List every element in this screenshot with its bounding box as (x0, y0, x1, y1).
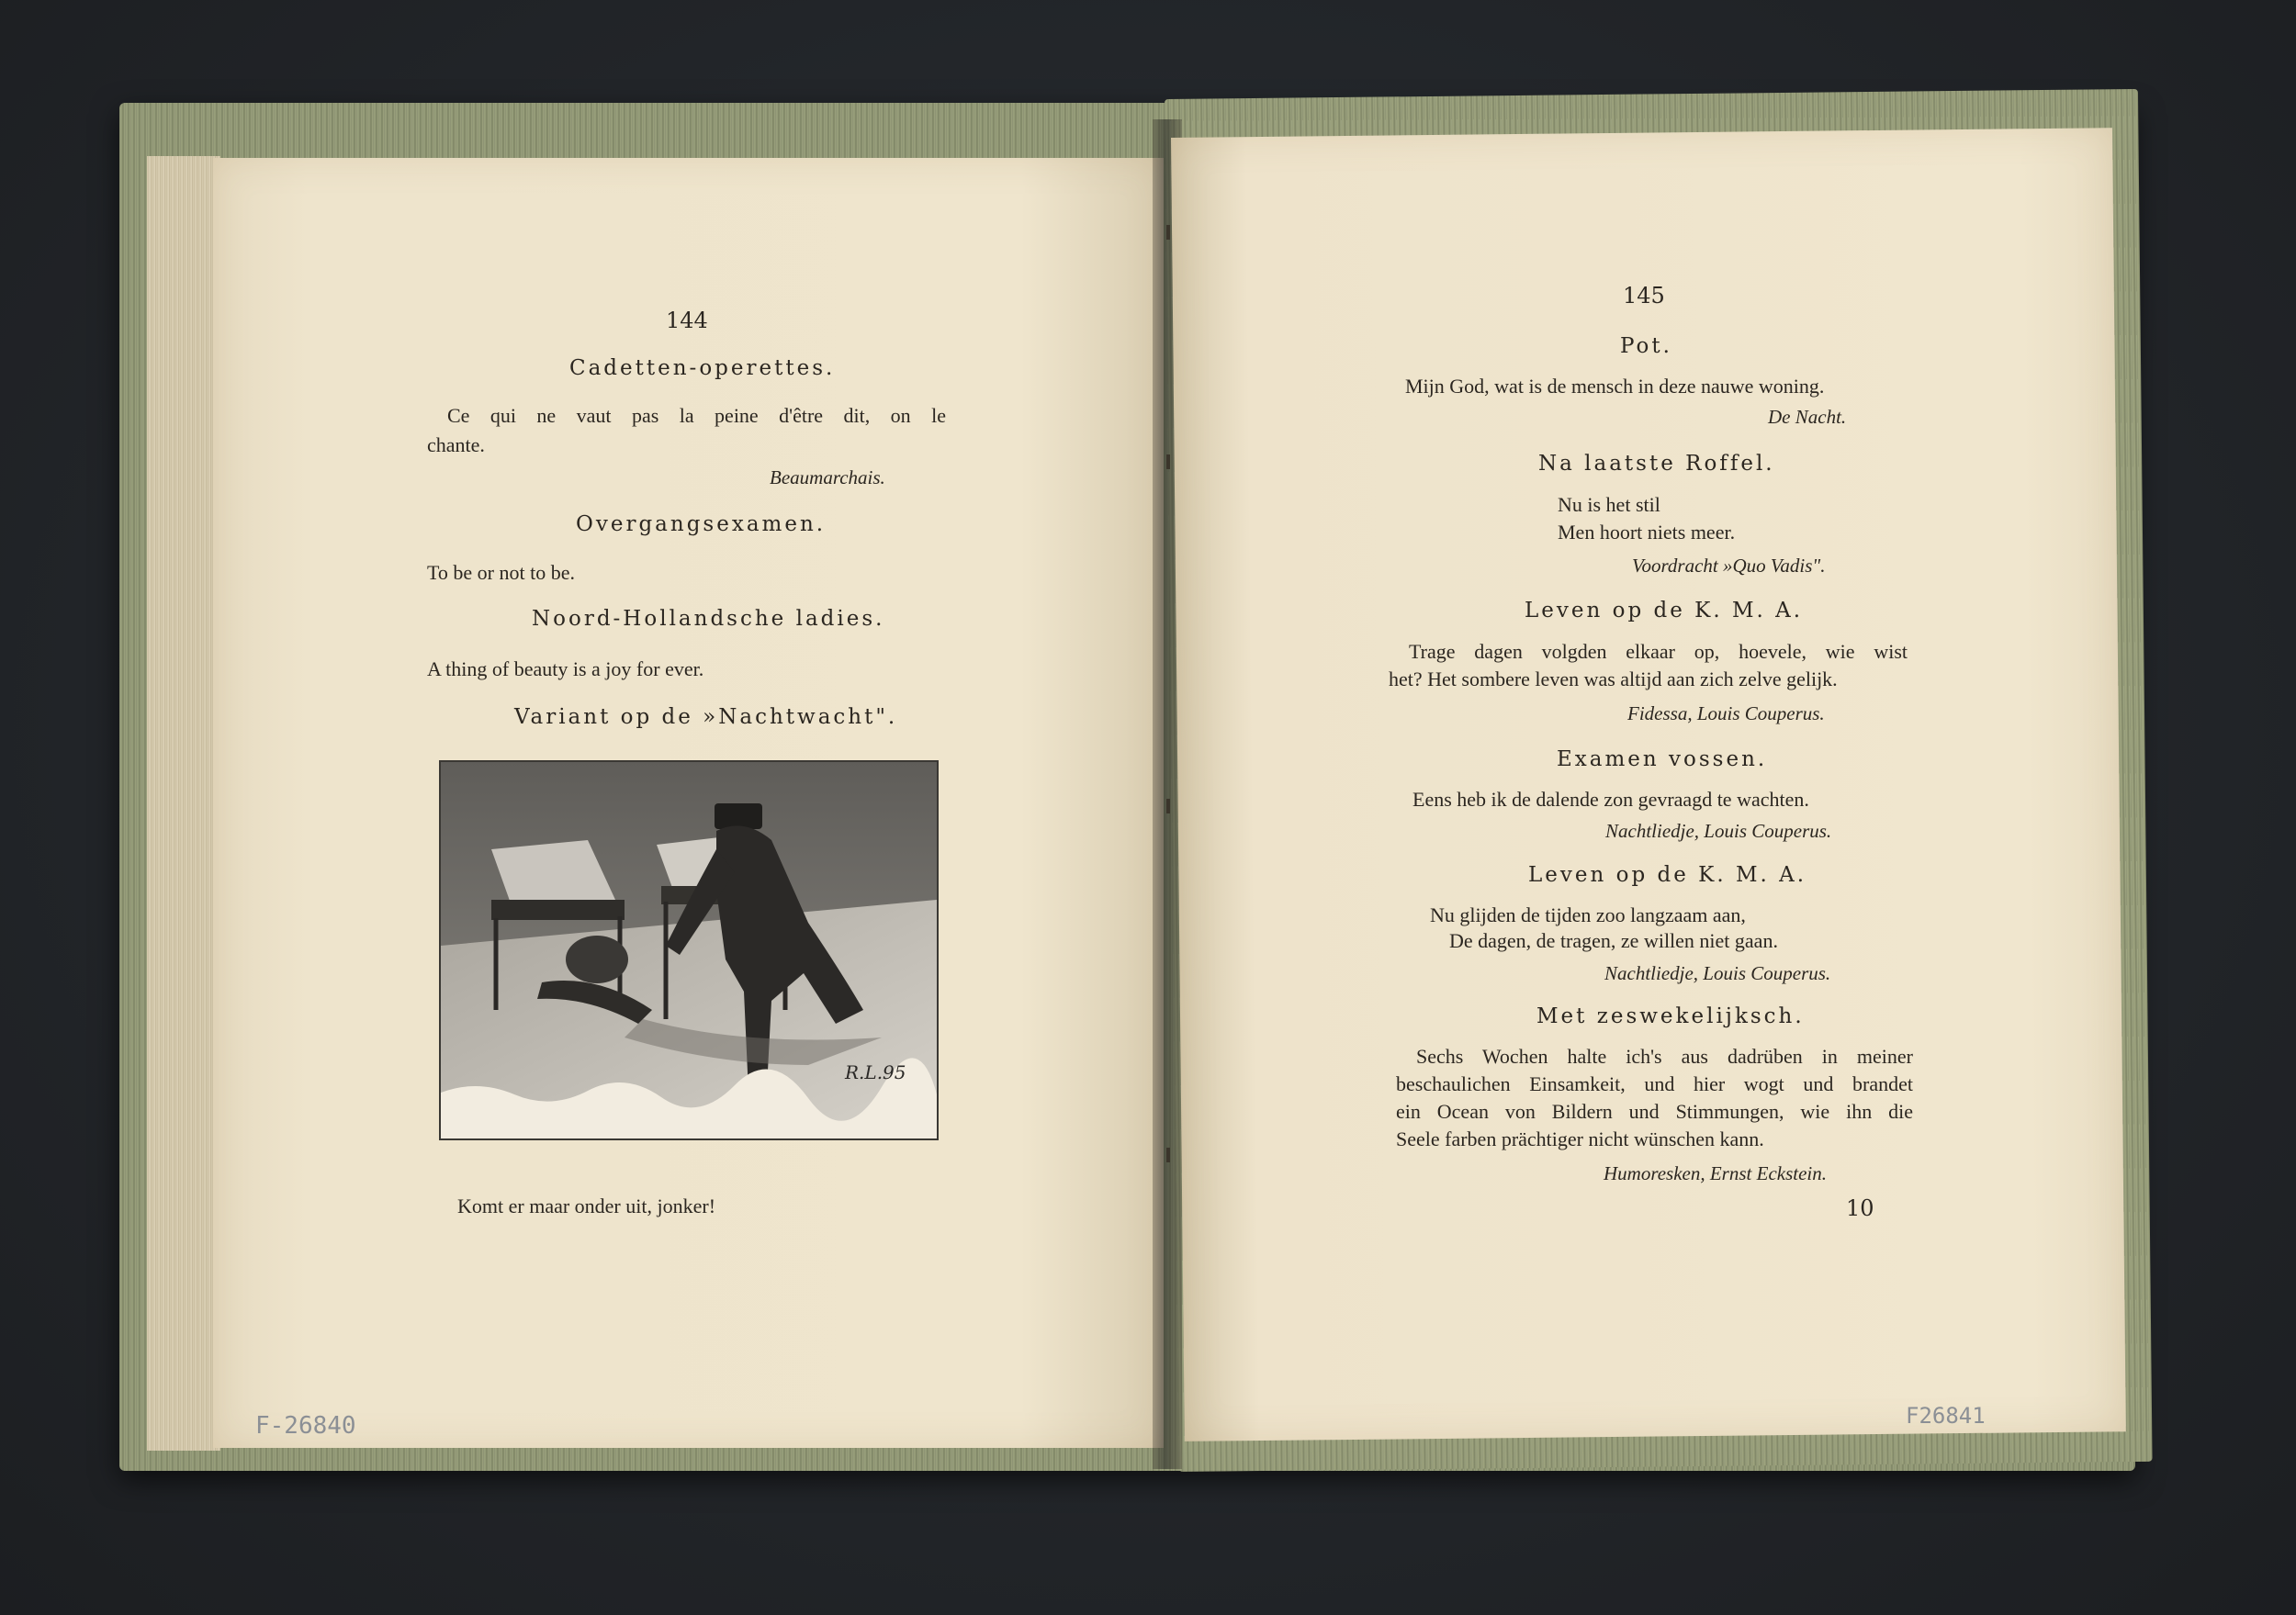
binding-stitch (1166, 454, 1170, 469)
entry-line: Nu glijden de tijden zoo langzaam aan, (1430, 903, 1746, 926)
entry-attribution: Fidessa, Louis Couperus. (1627, 702, 1825, 724)
entry-line: Seele farben prächtiger nicht wünschen kann. (1396, 1127, 1764, 1150)
binding-stitch (1166, 1148, 1170, 1162)
entry-line: Men hoort niets meer. (1558, 521, 1736, 544)
entry-attribution: Nachtliedje, Louis Couperus. (1604, 962, 1831, 984)
entry-line: het? Het sombere leven was altijd aan zich zelve gelijk. (1389, 667, 1838, 690)
engraving-beds-figures-icon (441, 762, 937, 1138)
entry-title: Noord-Hollandsche ladies. (532, 607, 885, 631)
binding-stitch (1166, 799, 1170, 813)
page-edges (147, 156, 220, 1451)
entry-line: Nu is het stil (1558, 493, 1660, 516)
entry-line: Sechs Wochen halte ich's aus dadrüben in meiner (1416, 1045, 1913, 1068)
entry-line: ein Ocean von Bildern und Stimmungen, wie ihn die (1396, 1100, 1913, 1123)
entry-line: De dagen, de tragen, ze willen niet gaan. (1449, 929, 1778, 952)
right-page (1171, 128, 2126, 1441)
illustration-signature: R.L.95 (845, 1061, 906, 1083)
entry-title: Leven op de K. M. A. (1528, 863, 1807, 887)
entry-line: Ce qui ne vaut pas la peine d'être dit, on le (447, 404, 946, 427)
archive-stamp-left: F-26840 (255, 1412, 356, 1440)
entry-title: Met zeswekelijksch. (1536, 1004, 1805, 1028)
entry-title: Cadetten-operettes. (569, 356, 836, 380)
illustration-caption: Komt er maar onder uit, jonker! (457, 1194, 716, 1217)
entry-title: Examen vossen. (1557, 747, 1768, 771)
signature-mark: 10 (1846, 1195, 1874, 1221)
entry-line: Trage dagen volgden elkaar op, hoevele, wie wist (1409, 640, 1908, 663)
entry-attribution: Nachtliedje, Louis Couperus. (1605, 820, 1832, 842)
entry-title: Leven op de K. M. A. (1525, 599, 1804, 622)
entry-line: To be or not to be. (427, 561, 575, 584)
left-page-number: 144 (666, 308, 708, 333)
entry-title: Na laatste Roffel. (1538, 452, 1775, 476)
entry-line: Eens heb ik de dalende zon gevraagd te wachten. (1412, 788, 1809, 811)
entry-attribution: De Nacht. (1768, 406, 1847, 428)
entry-line: A thing of beauty is a joy for ever. (427, 657, 704, 680)
entry-line: Mijn God, wat is de mensch in deze nauwe woning. (1405, 375, 1825, 398)
entry-line: beschaulichen Einsamkeit, und hier wogt und brandet (1396, 1072, 1913, 1095)
entry-line: chante. (427, 433, 485, 456)
entry-title: Overgangsexamen. (576, 512, 827, 536)
archive-stamp-right: F26841 (1906, 1403, 1986, 1429)
binding-stitch (1166, 225, 1170, 240)
entry-title: Variant op de »Nachtwacht". (514, 705, 898, 729)
entry-attribution: Beaumarchais. (770, 466, 885, 488)
entry-attribution: Humoresken, Ernst Eckstein. (1604, 1162, 1827, 1184)
right-page-number: 145 (1623, 283, 1665, 308)
illustration (439, 760, 939, 1140)
entry-title: Pot. (1620, 334, 1672, 358)
entry-attribution: Voordracht »Quo Vadis". (1632, 555, 1826, 577)
